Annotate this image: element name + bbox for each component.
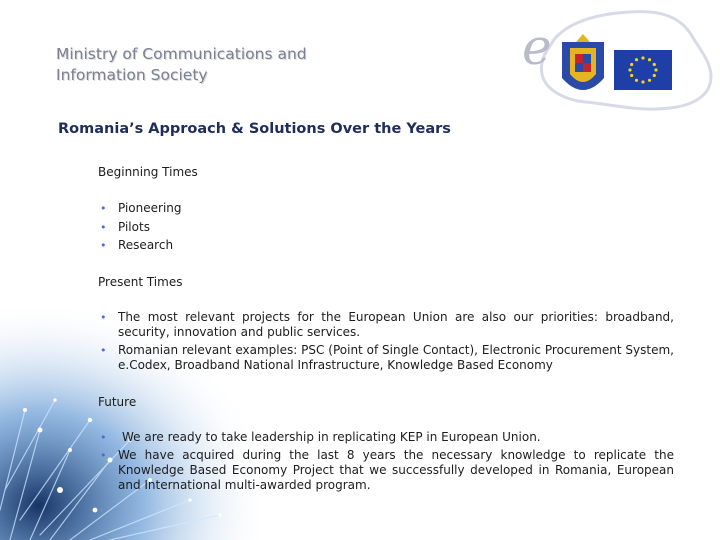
ministry-logo: [520, 6, 720, 116]
list-item: • Research: [100, 238, 174, 252]
eu-flag-icon: [614, 50, 672, 90]
section-heading-future: Future: [98, 394, 137, 409]
bullet-icon: •: [100, 448, 107, 462]
bullet-icon: •: [100, 310, 107, 324]
slide-title: Romania’s Approach & Solutions Over the Years: [58, 121, 451, 137]
bullet-icon: •: [100, 430, 107, 444]
slide-content: [98, 164, 674, 493]
section-heading-present: Present Times: [98, 274, 183, 289]
bullet-icon: •: [100, 343, 107, 357]
future-bullet-list: [98, 430, 674, 493]
bullet-icon: •: [100, 239, 107, 252]
romania-coat-of-arms-icon: [562, 34, 604, 90]
list-item: • The most relevant projects for the European Union are also our priorities: broadband, security, innovation and public services.: [100, 309, 674, 339]
section-heading-beginning: Beginning Times: [98, 165, 198, 179]
list-item: • We are ready to take leadership in replicating KEP in European Union.: [100, 429, 541, 444]
list-item: • Pioneering: [100, 201, 182, 215]
bullet-icon: •: [100, 202, 107, 215]
logo-letter-e: e: [522, 18, 552, 76]
bullet-icon: •: [100, 220, 107, 234]
beginning-bullet-list: [98, 201, 674, 254]
ministry-name-line2: Information Society: [56, 66, 208, 84]
present-bullet-list: [98, 310, 674, 373]
ministry-name-line1: Ministry of Communications and: [56, 45, 307, 63]
list-item: • Romanian relevant examples: PSC (Point of Single Contact), Electronic Procurement System, e.Codex, Broadband National Infrastructure, Knowledge Based Economy: [100, 342, 674, 372]
list-item: • Pilots: [100, 219, 150, 234]
list-item: • We have acquired during the last 8 years the necessary knowledge to replicate the Knowledge Based Economy Project that we successfully developed in Romania, European and International multi-awarded program.: [100, 447, 674, 492]
ministry-name: [56, 44, 376, 86]
